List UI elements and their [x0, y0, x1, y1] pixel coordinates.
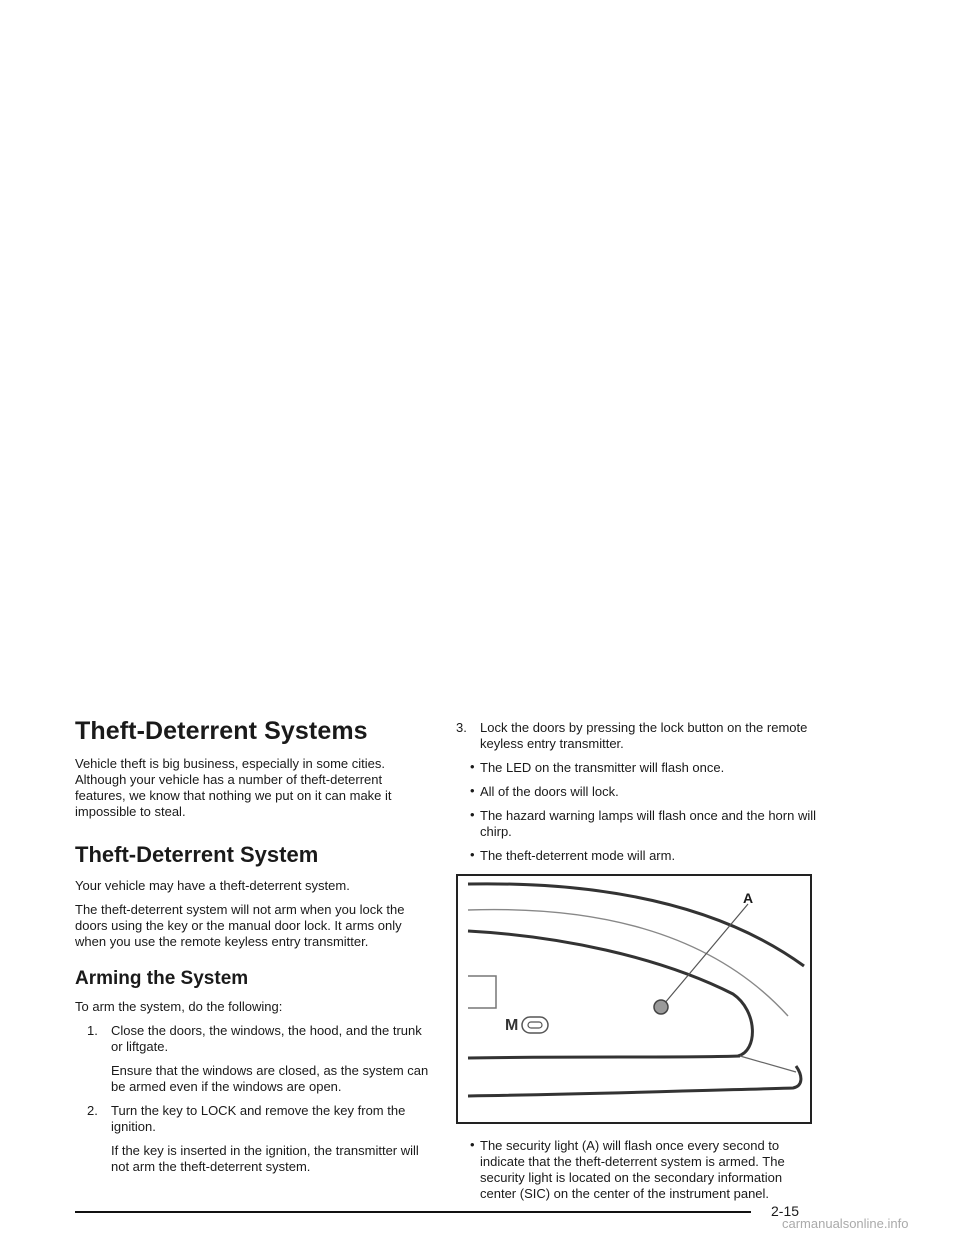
- step-3: [456, 720, 818, 752]
- step-3-number: 3.: [456, 720, 467, 735]
- right-column: [456, 720, 818, 1210]
- step-2-note: If the key is inserted in the ignition, the transmitter will not arm the theft-deterrent system.: [111, 1143, 419, 1174]
- section-paragraph-2: The theft-deterrent system will not arm when you lock the doors using the key or the manual door lock. It arms only when you use the remote keyless entry transmitter.: [75, 902, 405, 949]
- bullet-item: • All of the doors will lock.: [470, 783, 619, 799]
- section-title: Theft-Deterrent System: [75, 842, 319, 867]
- instrument-panel-illustration: [458, 876, 810, 1122]
- step-3-text: Lock the doors by pressing the lock button on the remote keyless entry transmitter.: [480, 720, 808, 751]
- step-2: [87, 1103, 435, 1135]
- page-title: Theft-Deterrent Systems: [75, 717, 368, 745]
- figure-callout-a: A: [743, 890, 754, 906]
- subsection-intro: To arm the system, do the following:: [75, 999, 283, 1014]
- page-number: 2-15: [771, 1203, 800, 1219]
- after-figure-bullets: [456, 1138, 818, 1202]
- step-1-text: Close the doors, the windows, the hood, and the trunk or liftgate.: [111, 1023, 422, 1054]
- bullet-item: • The hazard warning lamps will flash once and the horn will chirp.: [470, 807, 817, 839]
- step-2-text: Turn the key to LOCK and remove the key from the ignition.: [111, 1103, 406, 1134]
- section-paragraph-1: Your vehicle may have a theft-deterrent system.: [75, 878, 350, 893]
- callout-line: [664, 904, 748, 1004]
- instrument-panel-figure: [456, 874, 812, 1124]
- bullet-item: • The security light (A) will flash once every second to indicate that the theft-deterrent system is armed. The security light is located on the secondary information center (SIC) on the center of the instrument panel.: [470, 1137, 785, 1201]
- left-column: [75, 716, 435, 1183]
- button-icon: [522, 1017, 548, 1033]
- subsection-title: Arming the System: [75, 968, 249, 989]
- figure-m-label: M: [505, 1017, 519, 1034]
- step-1-note: Ensure that the windows are closed, as the system can be armed even if the windows are open.: [111, 1063, 429, 1094]
- step-1: [87, 1023, 435, 1055]
- security-light-icon: [654, 1000, 668, 1014]
- watermark: carmanualsonline.info: [782, 1216, 909, 1231]
- bullet-item: • The theft-deterrent mode will arm.: [470, 847, 676, 863]
- step-3-bullets: [456, 760, 818, 864]
- step-1-number: 1.: [87, 1023, 98, 1038]
- bullet-item: • The LED on the transmitter will flash once.: [470, 759, 725, 775]
- footer-rule: [75, 1211, 751, 1213]
- intro-paragraph: Vehicle theft is big business, especially in some cities. Although your vehicle has a number of theft-deterrent features, we know that nothing we put on it can make it impossible to steal.: [75, 756, 392, 819]
- step-2-number: 2.: [87, 1103, 98, 1118]
